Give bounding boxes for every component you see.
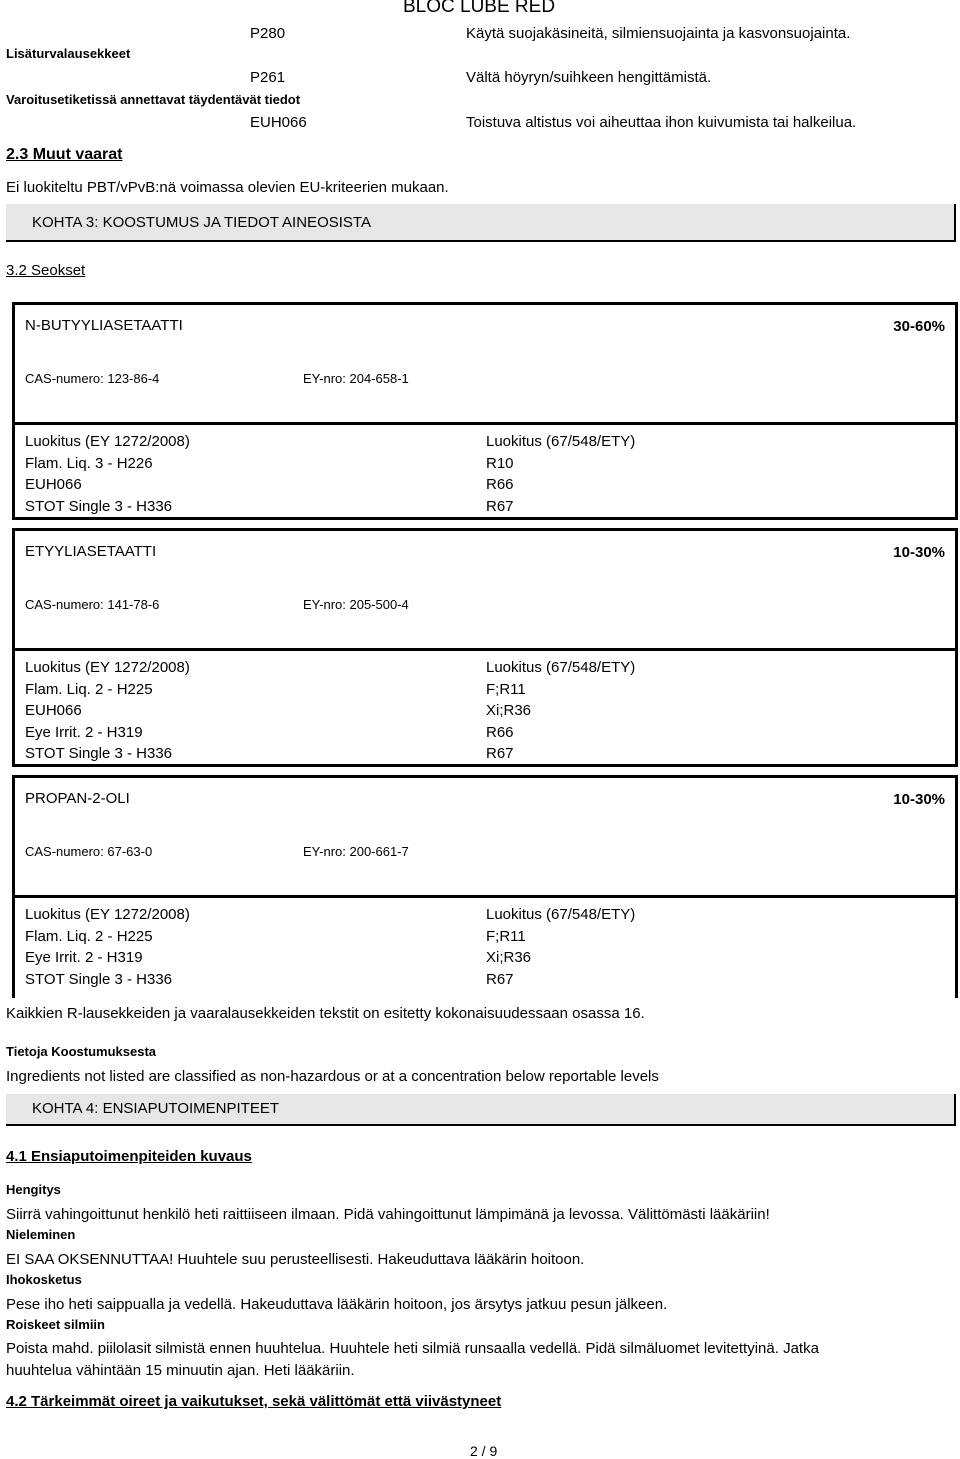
euh066-text: Toistuva altistus voi aiheuttaa ihon kuivumista tai halkeilua. — [466, 114, 857, 131]
cas-number: CAS-numero: 123-86-4 — [25, 371, 160, 386]
clp-entry: STOT Single 3 - H336 — [25, 745, 173, 762]
dsd-title: Luokitus (67/548/ETY) — [486, 906, 636, 923]
clp-entry: Flam. Liq. 2 - H225 — [25, 680, 153, 698]
ec-number: EY-nro: 200-661-7 — [303, 844, 409, 859]
dsd-title: Luokitus (67/548/ETY) — [486, 433, 636, 450]
clp-entry: Flam. Liq. 3 - H226 — [25, 454, 153, 472]
dsd-classification — [486, 431, 635, 517]
dsd-entry: F;R11 — [486, 927, 526, 945]
eye-contact-heading: Roiskeet silmiin — [6, 1317, 105, 1332]
section3-title: KOHTA 3: KOOSTUMUS JA TIEDOT AINEOSISTA — [32, 214, 371, 231]
substance-percent: 10-30% — [893, 544, 945, 561]
clp-entry: STOT Single 3 - H336 — [25, 970, 173, 988]
substance-name: N-BUTYYLIASETAATTI — [25, 317, 183, 334]
classification-box — [12, 425, 958, 520]
r-phrases-note: Kaikkien R-lausekkeiden ja vaaralausekkeiden tekstit on esitetty kokonaisuudessaan osassa 16. — [6, 1005, 645, 1022]
clp-entry: Eye Irrit. 2 - H319 — [25, 723, 143, 741]
dsd-entry: R66 — [486, 723, 514, 741]
skin-contact-text: Pese iho heti saippualla ja vedellä. Hakeuduttava lääkärin hoitoon, jos ärsytys jatkuu pesun jälkeen. — [6, 1296, 668, 1313]
clp-entry: Flam. Liq. 2 - H225 — [25, 927, 153, 945]
dsd-classification — [486, 904, 635, 990]
clp-entry: EUH066 — [25, 476, 82, 493]
substance-name: ETYYLIASETAATTI — [25, 543, 157, 560]
page-number: 2 / 9 — [470, 1443, 498, 1459]
dsd-entry: Xi;R36 — [486, 949, 532, 966]
section4-bar — [6, 1094, 956, 1126]
ec-number: EY-nro: 204-658-1 — [303, 371, 409, 386]
clp-title: Luokitus (EY 1272/2008) — [25, 906, 190, 923]
section3-bar — [6, 204, 956, 242]
mixtures-heading: 3.2 Seokset — [6, 262, 86, 279]
product-title: BLOC LUBE RED — [403, 0, 556, 17]
classification-box — [12, 651, 958, 767]
substance-percent: 10-30% — [893, 791, 945, 808]
euh066-code: EUH066 — [250, 114, 307, 131]
classification-box — [12, 898, 958, 998]
dsd-title: Luokitus (67/548/ETY) — [486, 659, 636, 676]
dsd-entry: R67 — [486, 745, 514, 762]
p261-code: P261 — [250, 69, 286, 86]
clp-entry: Eye Irrit. 2 - H319 — [25, 949, 143, 966]
dsd-entry: R67 — [486, 970, 514, 988]
label-info-heading: Varoitusetiketissä annettavat täydentävät tiedot — [6, 92, 301, 107]
p280-code: P280 — [250, 25, 286, 42]
substance-percent: 30-60% — [893, 318, 945, 335]
clp-classification — [25, 657, 190, 765]
clp-title: Luokitus (EY 1272/2008) — [25, 433, 190, 450]
skin-contact-heading: Ihokosketus — [6, 1272, 82, 1287]
ec-number: EY-nro: 205-500-4 — [303, 597, 409, 612]
supplementary-label: Lisäturvalausekkeet — [6, 46, 131, 61]
other-hazards-heading: 2.3 Muut vaarat — [6, 146, 123, 163]
ingestion-heading: Nieleminen — [6, 1227, 76, 1242]
inhalation-text: Siirrä vahingoittunut henkilö heti raittiiseen ilmaan. Pidä vahingoittunut lämpimänä ja levossa. Välittömästi lääkäriin! — [6, 1206, 770, 1223]
symptoms-heading: 4.2 Tärkeimmät oireet ja vaikutukset, sekä välittömät että viivästyneet — [6, 1393, 502, 1410]
clp-classification — [25, 431, 190, 517]
eye-contact-text-cont: huuhtelua vähintään 15 minuutin ajan. Heti lääkäriin. — [6, 1362, 355, 1379]
dsd-entry: R66 — [486, 476, 514, 493]
inhalation-heading: Hengitys — [6, 1182, 61, 1197]
clp-entry: STOT Single 3 - H336 — [25, 497, 173, 515]
dsd-entry: R10 — [486, 454, 514, 472]
dsd-entry: Xi;R36 — [486, 702, 532, 719]
cas-number: CAS-numero: 67-63-0 — [25, 844, 153, 859]
substance-box — [12, 775, 958, 898]
cas-number: CAS-numero: 141-78-6 — [25, 597, 160, 612]
clp-classification — [25, 904, 190, 990]
dsd-entry: R67 — [486, 497, 514, 515]
substance-box — [12, 302, 958, 425]
p280-text: Käytä suojakäsineitä, silmiensuojainta ja kasvonsuojainta. — [466, 25, 851, 42]
other-hazards-text: Ei luokiteltu PBT/vPvB:nä voimassa olevien EU-kriteerien mukaan. — [6, 179, 449, 196]
substance-box — [12, 528, 958, 651]
composition-info-text: Ingredients not listed are classified as non-hazardous or at a concentration below reportable levels — [6, 1068, 659, 1085]
composition-info-heading: Tietoja Koostumuksesta — [6, 1044, 157, 1059]
dsd-classification — [486, 657, 635, 765]
ingestion-text: EI SAA OKSENNUTTAA! Huuhtele suu perusteellisesti. Hakeuduttava lääkärin hoitoon. — [6, 1251, 585, 1268]
clp-entry: EUH066 — [25, 702, 82, 719]
eye-contact-text: Poista mahd. piilolasit silmistä ennen huuhtelua. Huuhtele heti silmiä runsaalla vedellä. Pidä silmäluomet levitettyinä. Jatka — [6, 1340, 819, 1357]
clp-title: Luokitus (EY 1272/2008) — [25, 659, 190, 676]
first-aid-heading: 4.1 Ensiaputoimenpiteiden kuvaus — [6, 1148, 252, 1165]
dsd-entry: F;R11 — [486, 680, 526, 698]
p261-text: Vältä höyryn/suihkeen hengittämistä. — [466, 69, 712, 86]
section4-title: KOHTA 4: ENSIAPUTOIMENPITEET — [32, 1100, 279, 1117]
substance-name: PROPAN-2-OLI — [25, 790, 130, 807]
